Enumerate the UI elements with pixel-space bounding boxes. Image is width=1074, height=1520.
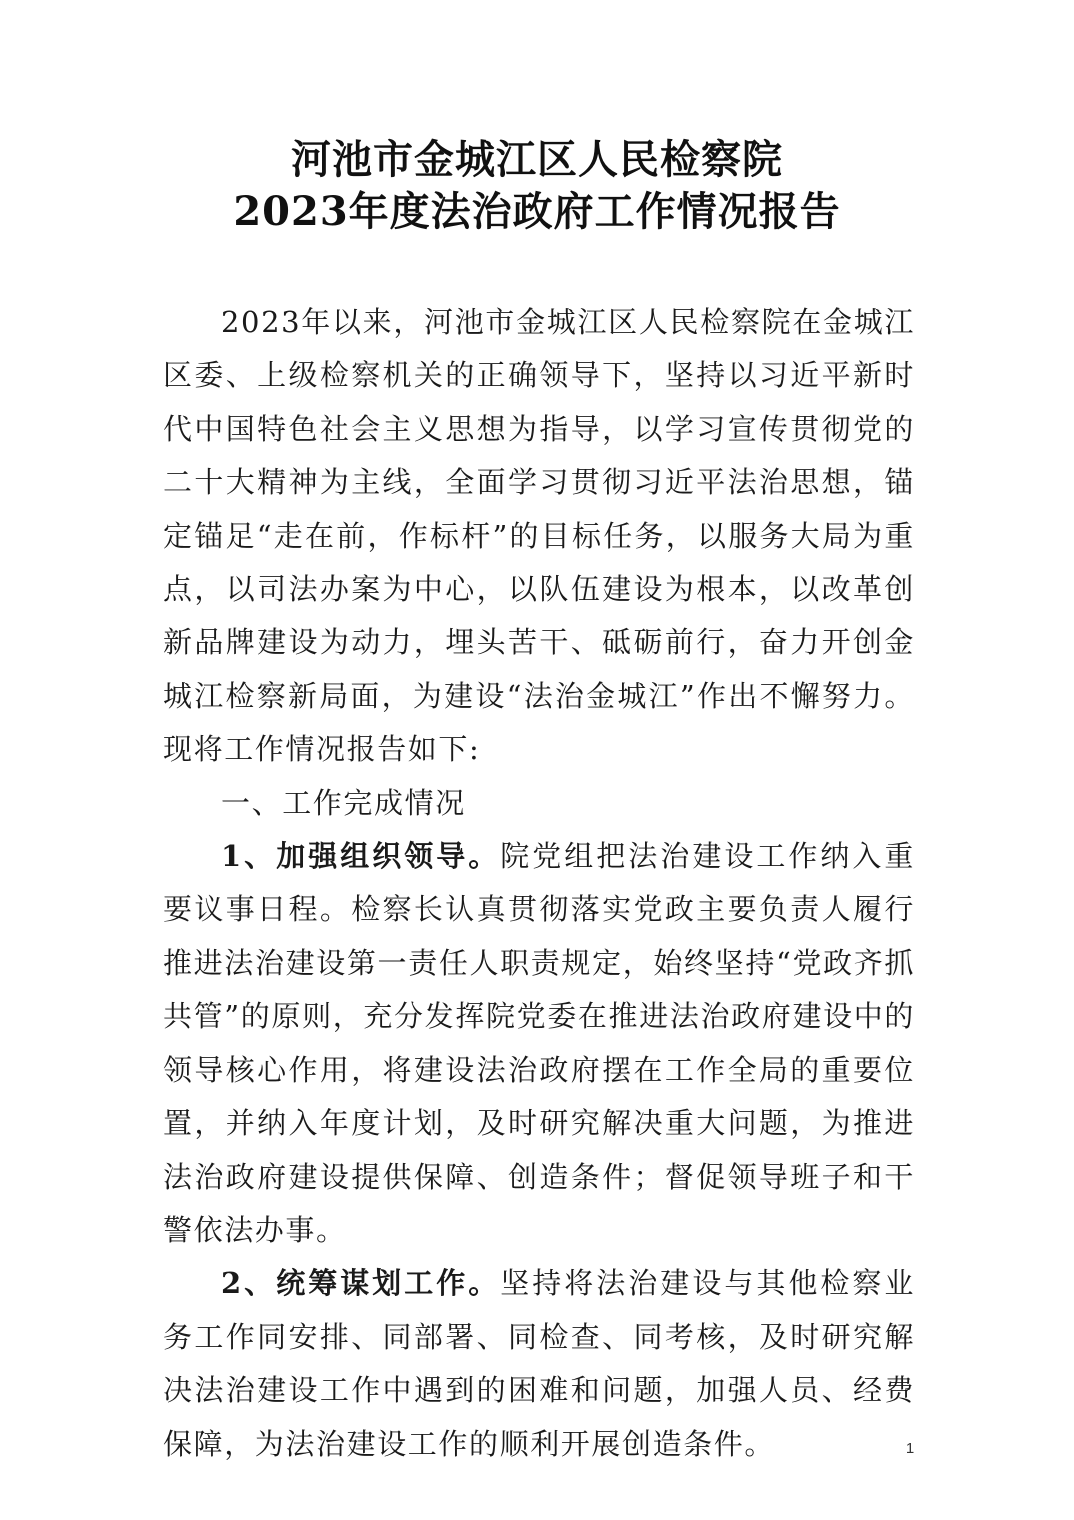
page-number: 1: [905, 1440, 915, 1457]
section-heading: 一、工作完成情况: [221, 785, 466, 820]
document-title-line-1: 河池市金城江区人民检察院: [291, 136, 783, 183]
item-2-lead: 2、统筹谋划工作。: [221, 1266, 501, 1301]
item-2-paragraph: [163, 1257, 915, 1471]
intro-paragraph: 2023年以来，河池市金城江区人民检察院在金城江区委、上级检察机关的正确领导下，坚持以习近平新时代中国特色社会主义思想为指导，以学习宣传贯彻党的二十大精神为主线，全面学习贯彻习近平法治思想，锚定锚足“走在前，作标杆”的目标任务，以服务大局为重点，以司法办案为中心，以队伍建设为根本，以改革创新品牌建设为动力，埋头苦干、砥砺前行，奋力开创金城江检察新局面，为建设“法治金城江”作出不懈努力。现将工作情况报告如下:: [163, 305, 915, 767]
item-1-paragraph: [163, 830, 915, 1257]
item-1-body: 院党组把法治建设工作纳入重要议事日程。检察长认真贯彻落实党政主要负责人履行推进法治建设第一责任人职责规定，始终坚持“党政齐抓共管”的原则，充分发挥院党委在推进法治政府建设中的领导核心作用，将建设法治政府摆在工作全局的重要位置，并纳入年度计划，及时研究解决重大问题，为推进法治政府建设提供保障、创造条件；督促领导班子和干警依法办事。: [163, 839, 915, 1247]
item-1-lead: 1、加强组织领导。: [221, 839, 501, 874]
document-body: [163, 296, 915, 1471]
item-2-body: 坚持将法治建设与其他检察业务工作同安排、同部署、同检查、同考核，及时研究解决法治建设工作中遇到的困难和问题，加强人员、经费保障，为法治建设工作的顺利开展创造条件。: [163, 1266, 915, 1461]
document-title-line-2: 2023年度法治政府工作情况报告: [233, 188, 841, 235]
